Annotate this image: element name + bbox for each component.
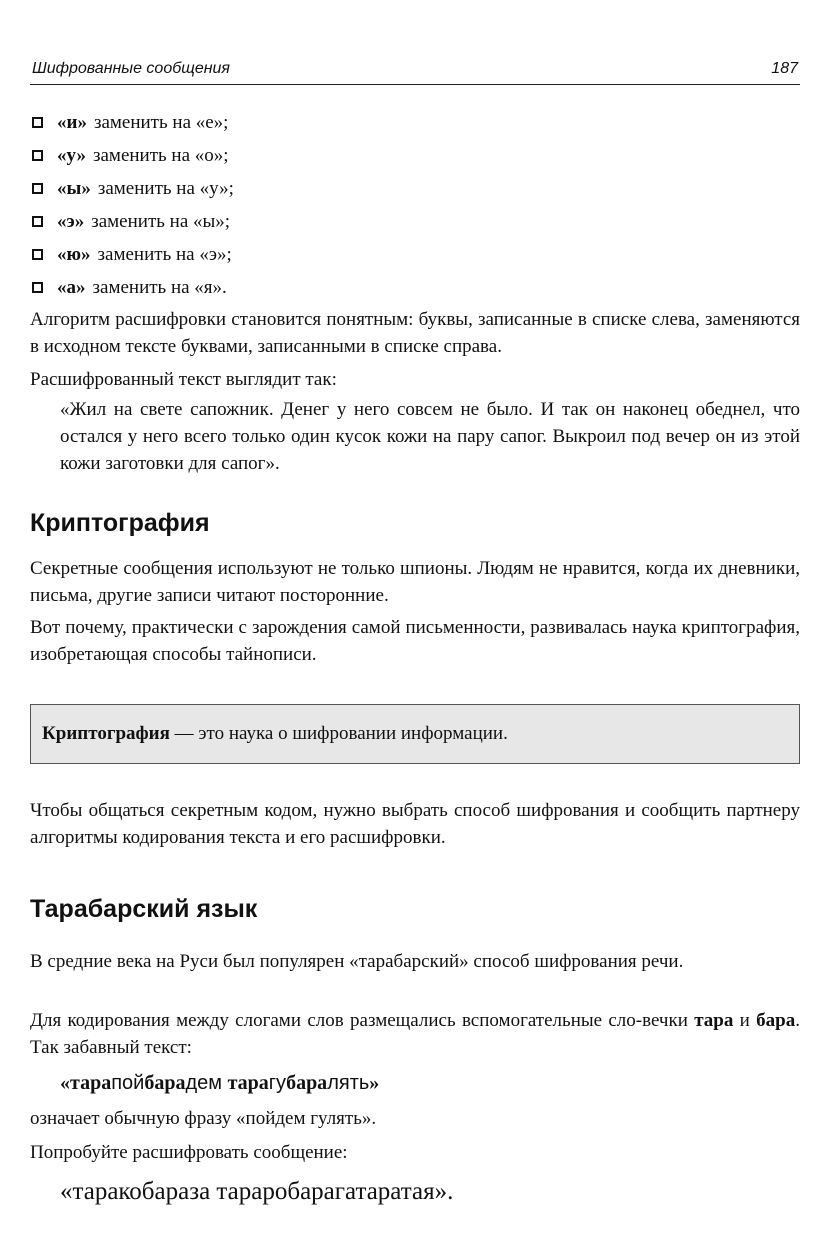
rule-text: заменить на «е»; <box>93 112 229 133</box>
cryptography-paragraph-2: Вот почему, практически с зарождения самой письменности, развивалась наука криптография, изобретающая способы тайнописи. <box>30 617 800 665</box>
algorithm-paragraph: Алгоритм расшифровки становится понятным: буквы, записанные в списке слева, заменяются в исходном тексте буквами, записанными в списке справа. <box>30 309 800 357</box>
definition-text: — это наука о шифровании информации. <box>169 723 508 744</box>
example-syllable: пой <box>111 1072 145 1094</box>
list-item <box>30 139 800 172</box>
cryptography-paragraph-1: Секретные сообщения используют не только шпионы. Людям не нравится, когда их дневники, письма, другие записи читают посторонние. <box>30 558 800 606</box>
list-item <box>30 238 800 271</box>
substitution-list <box>30 106 800 304</box>
word-tara: тара <box>694 1010 734 1031</box>
para2-and: и <box>733 1010 757 1031</box>
list-item <box>30 205 800 238</box>
decoded-intro: Расшифрованный текст выглядит так: <box>30 369 337 390</box>
rule-text: заменить на «о»; <box>92 145 229 166</box>
secret-message: «таракобараза тараробарагатаратая». <box>60 1178 454 1205</box>
example-bold-syllable: бара <box>286 1072 328 1094</box>
example-bold-syllable: бара <box>144 1072 186 1094</box>
list-item <box>30 271 800 304</box>
rule-key: «ы» <box>57 178 91 199</box>
tarabar-paragraph-2 <box>30 1007 800 1061</box>
example-syllable: лять <box>327 1072 370 1094</box>
checkbox-bullet-icon <box>32 183 43 194</box>
tarabar-paragraph-4: Попробуйте расшифровать сообщение: <box>30 1142 348 1163</box>
para2-start: Для кодирования между слогами слов размещались вспомогательные сло-вечки <box>30 1010 695 1031</box>
example-syllable: дем <box>185 1072 228 1094</box>
running-header <box>30 58 800 85</box>
example-syllable: гу <box>268 1072 287 1094</box>
cryptography-paragraph-3: Чтобы общаться секретным кодом, нужно выбрать способ шифрования и сообщить партнеру алгоритмы кодирования текста и его расшифровки. <box>30 800 800 848</box>
rule-key: «и» <box>57 112 87 133</box>
checkbox-bullet-icon <box>32 216 43 227</box>
example-bold-syllable: «тара <box>60 1072 112 1094</box>
rule-key: «э» <box>57 211 85 232</box>
rule-key: «у» <box>57 145 86 166</box>
list-item <box>30 172 800 205</box>
checkbox-bullet-icon <box>32 117 43 128</box>
tarabar-paragraph-1: В средние века на Руси был популярен «тарабарский» способ шифрования речи. <box>30 951 684 972</box>
encoded-example <box>60 1072 379 1095</box>
para2-end: . Так забавный текст: <box>30 1010 800 1058</box>
example-bold-syllable: » <box>369 1072 380 1094</box>
rule-key: «а» <box>57 277 86 298</box>
list-item <box>30 106 800 139</box>
checkbox-bullet-icon <box>32 150 43 161</box>
example-bold-syllable: тара <box>227 1072 269 1094</box>
checkbox-bullet-icon <box>32 282 43 293</box>
section-heading-cryptography: Криптография <box>30 509 210 537</box>
rule-text: заменить на «э»; <box>97 244 232 265</box>
rule-text: заменить на «у»; <box>97 178 234 199</box>
page-number: 187 <box>771 60 798 77</box>
rule-text: заменить на «ы»; <box>91 211 231 232</box>
chapter-title: Шифрованные сообщения <box>32 60 230 77</box>
word-bara: бара <box>756 1010 796 1031</box>
checkbox-bullet-icon <box>32 249 43 260</box>
section-heading-tarabar: Тарабарский язык <box>30 895 258 923</box>
tarabar-paragraph-3: означает обычную фразу «пойдем гулять». <box>30 1108 377 1129</box>
definition-box <box>30 704 800 764</box>
decoded-quote: «Жил на свете сапожник. Денег у него совсем не было. И так он наконец обеднел, что остался у него всего только один кусок кожи на пару сапог. Выкроил под вечер он из этой кожи заготовки для сапог». <box>60 399 800 474</box>
rule-text: заменить на «я». <box>92 277 227 298</box>
definition-term: Криптография <box>42 723 170 744</box>
rule-key: «ю» <box>57 244 91 265</box>
